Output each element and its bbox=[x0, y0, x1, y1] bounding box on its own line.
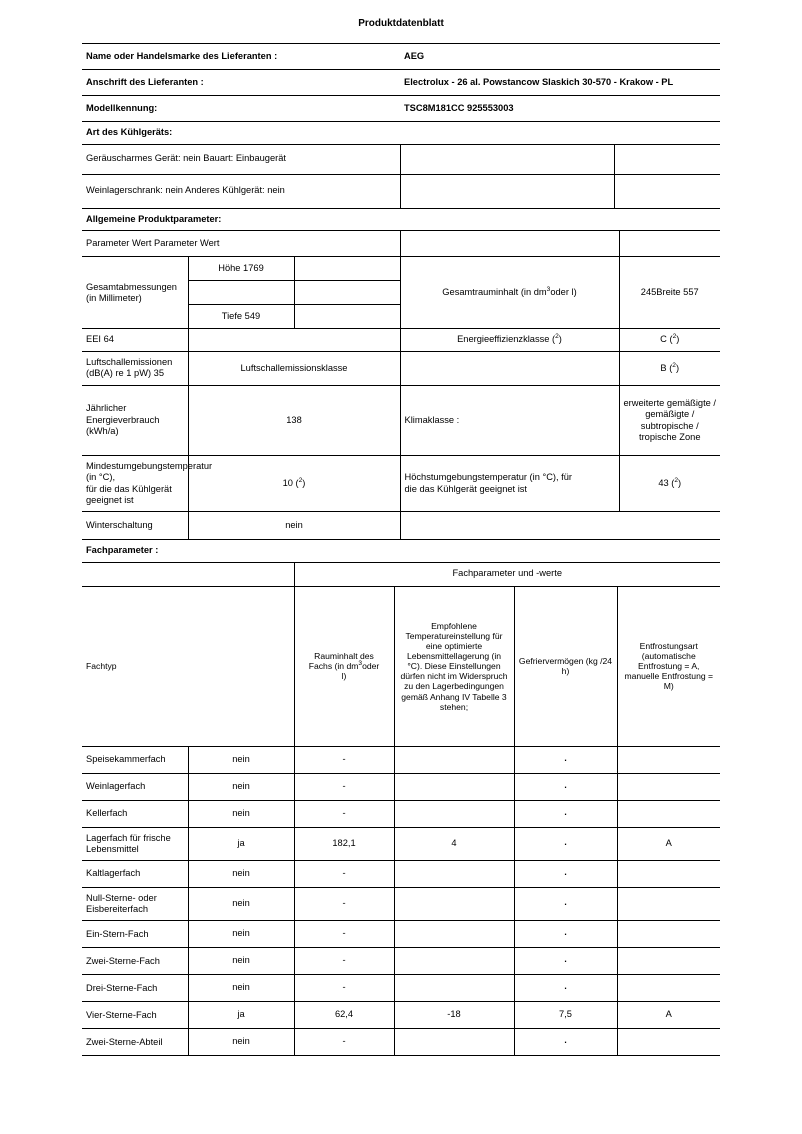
dimension-height: Höhe 1769 bbox=[188, 257, 294, 281]
compartments-table-header: Fachparameter und -werte bbox=[294, 562, 720, 586]
compartment-present: ja bbox=[188, 827, 294, 860]
winter-setting-value: nein bbox=[188, 512, 400, 540]
col-header-volume: Rauminhalt des Fachs (in $dm^3oder$ l) bbox=[294, 586, 394, 746]
table-row bbox=[82, 512, 720, 540]
compartment-present: ja bbox=[188, 1002, 294, 1029]
compartment-defrost-type bbox=[617, 860, 720, 887]
compartment-type: Weinlagerfach bbox=[82, 773, 188, 800]
compartment-type: Kaltlagerfach bbox=[82, 860, 188, 887]
compartments-header-spacer bbox=[82, 562, 294, 586]
eei-spacer-1 bbox=[188, 329, 294, 352]
compartment-temperature bbox=[394, 921, 514, 948]
appliance-type-row1-spacer bbox=[400, 144, 614, 174]
compartment-volume: - bbox=[294, 800, 394, 827]
supplier-table bbox=[82, 43, 720, 122]
table-row bbox=[82, 948, 720, 975]
compartment-present: nein bbox=[188, 800, 294, 827]
table-row bbox=[82, 746, 720, 773]
supplier-name-value: AEG bbox=[400, 44, 720, 70]
compartment-temperature: 4 bbox=[394, 827, 514, 860]
compartment-temperature bbox=[394, 975, 514, 1002]
table-row bbox=[82, 386, 720, 456]
dimensions-spacer-1 bbox=[294, 257, 400, 281]
eei-spacer-2 bbox=[294, 329, 400, 352]
table-row bbox=[82, 122, 720, 144]
table-row bbox=[82, 44, 720, 70]
compartment-defrost-type bbox=[617, 1029, 720, 1056]
table-row bbox=[82, 887, 720, 920]
compartment-defrost-type bbox=[617, 800, 720, 827]
col-header-temperature: Empfohlene Temperatureinstellung für eine optimierte Lebensmittellagerung (in °C). Diese Einstellungen dürfen nicht im Widerspruch zu den Lagerbedingungen gemäß Anhang IV Tabelle 3 stehen; bbox=[394, 586, 514, 746]
supplier-name-label: Name oder Handelsmarke des Lieferanten : bbox=[82, 44, 400, 70]
compartment-defrost-type bbox=[617, 975, 720, 1002]
climate-class-label: Klimaklasse : bbox=[400, 386, 619, 456]
dimension-depth: Tiefe 549 bbox=[188, 305, 294, 329]
appliance-type-table bbox=[82, 122, 720, 209]
compartment-type: Lagerfach für frische Lebensmittel bbox=[82, 827, 188, 860]
table-row bbox=[82, 329, 720, 352]
compartment-freezing-capacity: · bbox=[514, 921, 617, 948]
noise-class-label: Luftschallemissionsklasse bbox=[188, 351, 400, 385]
table-row bbox=[82, 562, 720, 586]
compartment-defrost-type bbox=[617, 948, 720, 975]
climate-class-value: erweiterte gemäßigte / gemäßigte / subtropische / tropische Zone bbox=[619, 386, 720, 456]
compartment-defrost-type bbox=[617, 773, 720, 800]
compartment-type: Drei-Sterne-Fach bbox=[82, 975, 188, 1002]
compartment-defrost-type bbox=[617, 921, 720, 948]
compartment-volume: 62,4 bbox=[294, 1002, 394, 1029]
compartment-volume: - bbox=[294, 746, 394, 773]
table-row bbox=[82, 1002, 720, 1029]
total-volume-label: Gesamtrauminhalt (in $dm^3oder$ l) bbox=[400, 257, 619, 329]
eei-class-label: Energieeffizienzklasse ($^2$) bbox=[400, 329, 619, 352]
compartment-freezing-capacity: · bbox=[514, 860, 617, 887]
page-title: Produktdatenblatt bbox=[358, 18, 444, 29]
table-row bbox=[82, 144, 720, 174]
col-header-type: Fachtyp bbox=[82, 586, 294, 746]
compartment-type: Kellerfach bbox=[82, 800, 188, 827]
compartment-volume: - bbox=[294, 975, 394, 1002]
compartment-present: nein bbox=[188, 860, 294, 887]
table-row bbox=[82, 860, 720, 887]
compartment-present: nein bbox=[188, 1029, 294, 1056]
winter-spacer-1 bbox=[400, 512, 619, 540]
table-row bbox=[82, 773, 720, 800]
supplier-address-label: Anschrift des Lieferanten : bbox=[82, 70, 400, 96]
table-row bbox=[82, 257, 720, 281]
compartment-present: nein bbox=[188, 975, 294, 1002]
compartment-present: nein bbox=[188, 887, 294, 920]
table-row bbox=[82, 975, 720, 1002]
general-param-header-spacer2 bbox=[400, 231, 619, 257]
supplier-address-value: Electrolux - 26 al. Powstancow Slaskich 30-570 - Krakow - PL bbox=[400, 70, 720, 96]
compartment-type: Zwei-Sterne-Fach bbox=[82, 948, 188, 975]
compartment-type: Speisekammerfach bbox=[82, 746, 188, 773]
table-row bbox=[82, 96, 720, 122]
table-row bbox=[82, 800, 720, 827]
table-row bbox=[82, 540, 720, 562]
compartment-temperature bbox=[394, 887, 514, 920]
dimensions-spacer-2 bbox=[188, 281, 294, 305]
compartment-volume: - bbox=[294, 921, 394, 948]
max-ambient-label: Höchstumgebungstemperatur (in °C), für die das Kühlgerät geeignet ist bbox=[400, 456, 619, 512]
min-ambient-value: 10 ($^2$) bbox=[188, 456, 400, 512]
winter-setting-label: Winterschaltung bbox=[82, 512, 188, 540]
compartment-defrost-type: A bbox=[617, 1002, 720, 1029]
compartment-present: nein bbox=[188, 773, 294, 800]
compartment-freezing-capacity: · bbox=[514, 887, 617, 920]
compartment-rows bbox=[82, 746, 720, 1056]
general-parameters-table bbox=[82, 209, 720, 540]
compartment-type: Vier-Sterne-Fach bbox=[82, 1002, 188, 1029]
compartment-freezing-capacity: · bbox=[514, 746, 617, 773]
winter-spacer-2 bbox=[619, 512, 720, 540]
compartment-parameters-table bbox=[82, 540, 720, 1056]
col-header-freezing-capacity: Gefriervermögen (kg /24 h) bbox=[514, 586, 617, 746]
compartment-temperature bbox=[394, 948, 514, 975]
appliance-type-row2-spacer bbox=[400, 174, 614, 208]
compartment-freezing-capacity: · bbox=[514, 975, 617, 1002]
max-ambient-value: 43 ($^2$) bbox=[619, 456, 720, 512]
model-value: TSC8M181CC 925553003 bbox=[400, 96, 720, 122]
compartment-freezing-capacity: · bbox=[514, 773, 617, 800]
compartment-type: Null-Sterne- oder Eisbereiterfach bbox=[82, 887, 188, 920]
compartment-temperature: -18 bbox=[394, 1002, 514, 1029]
dimensions-spacer-3 bbox=[294, 281, 400, 305]
table-row bbox=[82, 827, 720, 860]
col-header-defrost-type: Entfrostungsart (automatische Entfrostung = A, manuelle Entfrostung = M) bbox=[617, 586, 720, 746]
compartment-temperature bbox=[394, 860, 514, 887]
table-row bbox=[82, 586, 720, 746]
compartment-type: Zwei-Sterne-Abteil bbox=[82, 1029, 188, 1056]
compartment-temperature bbox=[394, 773, 514, 800]
appliance-type-row1-spacer2 bbox=[614, 144, 720, 174]
compartment-volume: - bbox=[294, 773, 394, 800]
compartment-temperature bbox=[394, 800, 514, 827]
noise-label: Luftschallemissionen (dB(A) re 1 pW) 35 bbox=[82, 351, 188, 385]
annual-energy-value: 138 bbox=[188, 386, 400, 456]
table-row bbox=[82, 1029, 720, 1056]
table-row bbox=[82, 231, 720, 257]
compartments-heading: Fachparameter : bbox=[82, 540, 720, 562]
compartment-freezing-capacity: · bbox=[514, 800, 617, 827]
total-volume-value: 245Breite 557 bbox=[619, 257, 720, 329]
compartment-defrost-type bbox=[617, 887, 720, 920]
table-row bbox=[82, 921, 720, 948]
compartment-present: nein bbox=[188, 948, 294, 975]
compartment-volume: - bbox=[294, 1029, 394, 1056]
appliance-type-heading: Art des Kühlgeräts: bbox=[82, 122, 720, 144]
general-param-header: Parameter Wert Parameter Wert bbox=[82, 231, 294, 257]
compartment-type: Ein-Stern-Fach bbox=[82, 921, 188, 948]
compartment-volume: 182,1 bbox=[294, 827, 394, 860]
compartment-temperature bbox=[394, 746, 514, 773]
min-ambient-label: Mindestumgebungstemperatur (in °C), für die das Kühlgerät geeignet ist bbox=[82, 456, 188, 512]
eei-class-value: C ($^2$) bbox=[619, 329, 720, 352]
table-row bbox=[82, 174, 720, 208]
appliance-type-row2: Weinlagerschrank: nein Anderes Kühlgerät: nein bbox=[82, 174, 400, 208]
appliance-type-row1: Geräuscharmes Gerät: nein Bauart: Einbaugerät bbox=[82, 144, 400, 174]
noise-class-value: B ($^2$) bbox=[619, 351, 720, 385]
compartment-freezing-capacity: · bbox=[514, 827, 617, 860]
dimensions-spacer-4 bbox=[294, 305, 400, 329]
compartment-temperature bbox=[394, 1029, 514, 1056]
eei-label: EEI 64 bbox=[82, 329, 188, 352]
compartment-volume: - bbox=[294, 860, 394, 887]
table-row bbox=[82, 70, 720, 96]
general-param-header-spacer bbox=[294, 231, 400, 257]
compartment-defrost-type bbox=[617, 746, 720, 773]
dimensions-label: Gesamtabmessungen (in Millimeter) bbox=[82, 257, 188, 329]
general-param-header-spacer3 bbox=[619, 231, 720, 257]
model-label: Modellkennung: bbox=[82, 96, 400, 122]
compartment-freezing-capacity: · bbox=[514, 948, 617, 975]
general-heading: Allgemeine Produktparameter: bbox=[82, 209, 720, 231]
appliance-type-row2-spacer2 bbox=[614, 174, 720, 208]
table-row bbox=[82, 456, 720, 512]
compartment-present: nein bbox=[188, 746, 294, 773]
compartment-volume: - bbox=[294, 887, 394, 920]
table-row bbox=[82, 351, 720, 385]
annual-energy-label: Jährlicher Energieverbrauch (kWh/a) bbox=[82, 386, 188, 456]
compartment-freezing-capacity: · bbox=[514, 1029, 617, 1056]
table-row bbox=[82, 209, 720, 231]
compartment-volume: - bbox=[294, 948, 394, 975]
compartment-freezing-capacity: 7,5 bbox=[514, 1002, 617, 1029]
noise-empty bbox=[400, 351, 619, 385]
compartment-defrost-type: A bbox=[617, 827, 720, 860]
compartment-present: nein bbox=[188, 921, 294, 948]
